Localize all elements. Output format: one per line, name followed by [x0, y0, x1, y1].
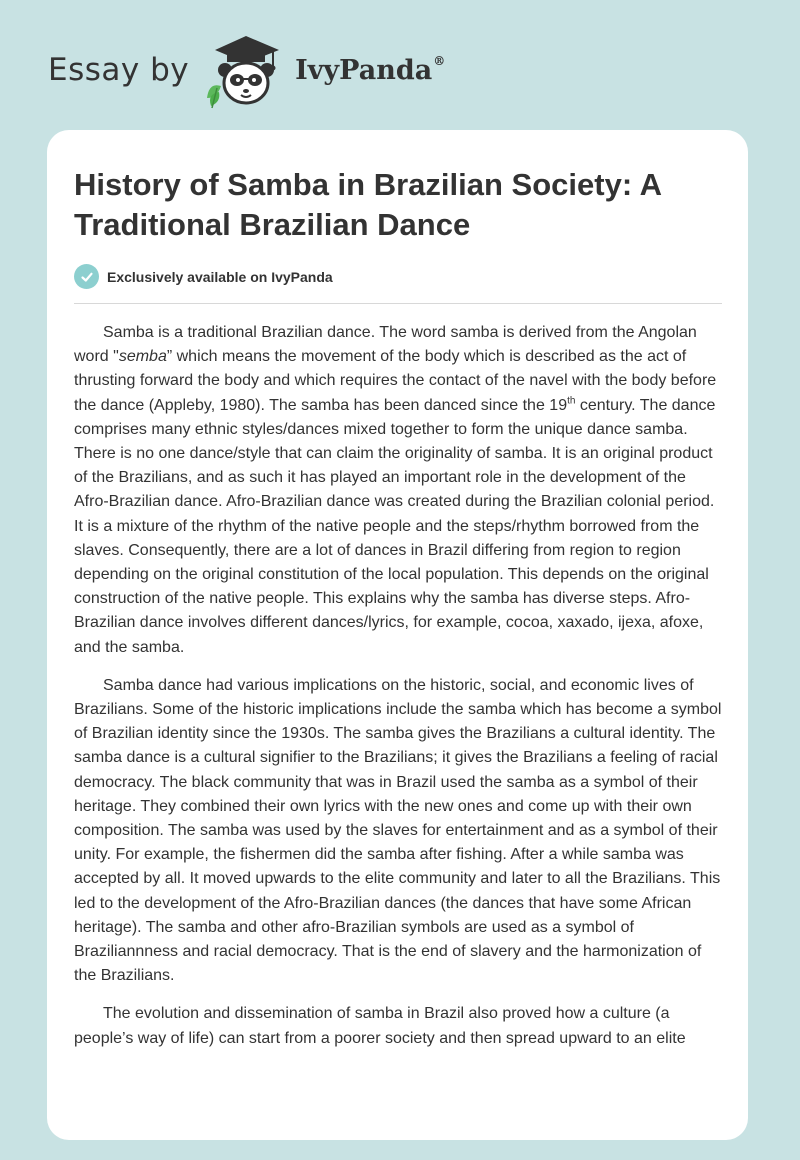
superscript: th [567, 395, 576, 407]
exclusive-badge [74, 264, 333, 289]
divider [74, 303, 722, 304]
exclusive-label: Exclusively available on IvyPanda [107, 268, 333, 285]
brand-name: IvyPanda® [295, 53, 446, 86]
emphasis: semba [118, 348, 167, 366]
essay-by-label: Essay by [48, 52, 190, 88]
essay-card [47, 130, 748, 1140]
site-header [48, 30, 445, 110]
page-title: History of Samba in Brazilian Society: A Traditional Brazilian Dance [74, 167, 661, 242]
paragraph: Samba is a traditional Brazilian dance. The word samba is derived from the Angolan word "semba” which means the movement of the body which is described as the act of thrusting forward the body and which requires the contact of the navel with the body before the dance (Appleby, 1980). The samba has been danced since the 19th century. The dance comprises many ethnic styles/dances mixed together to form the unique dance samba. There is no one dance/style that can claim the originality of samba. It is an original product of the Brazilians, and as such it has played an important role in the development of the Afro-Brazilian dance. Afro-Brazilian dance was created during the Brazilian colonial period. It is a mixture of the rhythm of the native people and the steps/rhythm borrowed from the slaves. Consequently, there are a lot of dances in Brazil differing from region to region depending on the original constitution of the local population. This depends on the original construction of the native people. This explains why the samba has diverse steps. Afro-Brazilian dance involves different dances/lyrics, for example, cocoa, xaxado, ijexa, afoxe, and the samba. [74, 324, 717, 656]
paragraph: The evolution and dissemination of samba in Brazil also proved how a culture (a people’s way of life) can start from a poorer society and then spread upward to an elite [74, 1005, 686, 1047]
registered-mark: ® [433, 53, 446, 68]
check-icon [74, 264, 99, 289]
essay-body [74, 321, 724, 1065]
panda-graduate-icon [203, 30, 289, 110]
paragraph: Samba dance had various implications on the historic, social, and economic lives of Brazilians. Some of the historic implications include the samba which has become a symbol of Brazilian identity since the 1930s. The samba gives the Brazilians a cultural identity. The samba dance is a cultural signifier to the Brazilians; it gives the Brazilians a feeling of racial democracy. The black community that was in Brazil used the samba as a symbol of their heritage. They combined their own lyrics with the new ones and come up with their own composition. The samba was used by the slaves for entertainment and as a symbol of their unity. For example, the fishermen did the samba after fishing. After a while samba was accepted by all. It moved upwards to the elite community and later to all the Brazilians. This led to the development of the Afro-Brazilian dances (the dances that have some African heritage). The samba and other afro-Brazilian symbols are used as a symbol of Braziliannness and racial democracy. That is the end of slavery and the harmonization of the Brazilians. [74, 676, 722, 985]
